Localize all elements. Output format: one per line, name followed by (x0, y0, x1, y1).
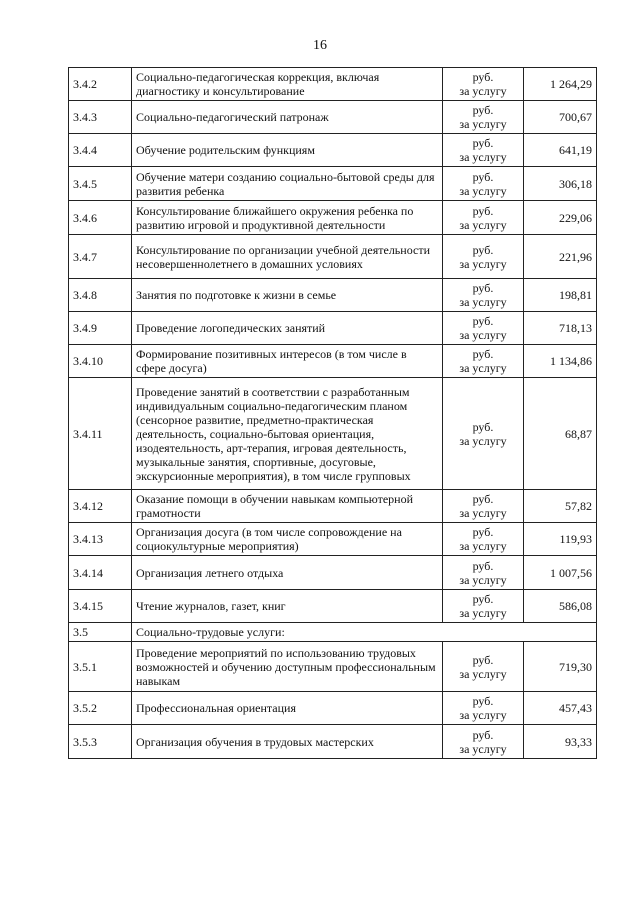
unit-currency: руб. (472, 694, 494, 708)
service-code: 3.4.15 (69, 590, 132, 623)
service-name: Социально-педагогическая коррекция, включая диагностику и консультирование (132, 68, 443, 101)
table-body (69, 68, 597, 759)
service-name: Организация досуга (в том числе сопровождение на социокультурные мероприятия) (132, 523, 443, 556)
service-name: Обучение родительским функциям (132, 134, 443, 167)
service-unit (443, 235, 524, 279)
service-price: 229,06 (524, 201, 597, 235)
service-name: Оказание помощи в обучении навыкам компьютерной грамотности (132, 490, 443, 523)
service-price: 457,43 (524, 692, 597, 725)
service-unit (443, 590, 524, 623)
service-price: 57,82 (524, 490, 597, 523)
service-price: 718,13 (524, 312, 597, 345)
service-unit (443, 201, 524, 235)
service-price: 119,93 (524, 523, 597, 556)
service-unit (443, 101, 524, 134)
table-row (69, 279, 597, 312)
table-row (69, 725, 597, 759)
table-row (69, 235, 597, 279)
unit-per-service: за услугу (459, 84, 507, 98)
service-unit (443, 523, 524, 556)
unit-per-service: за услугу (459, 183, 507, 198)
service-name: Обучение матери созданию социально-бытовой среды для развития ребенка (132, 167, 443, 201)
unit-currency: руб. (472, 169, 494, 184)
service-name: Проведение занятий в соответствии с разработанным индивидуальным социально-педагогическим планом (сенсорное развитие, предметно-практическая деятельность, социально-бытовая ориентация, изодеятельность, арт-терапия, игровая деятельность, музыкальные занятия, спортивные, досуговые, экскурсионные мероприятия), в том числе групповых (132, 378, 443, 490)
service-price: 641,19 (524, 134, 597, 167)
unit-per-service: за услугу (459, 741, 507, 756)
service-unit (443, 68, 524, 101)
table-row (69, 642, 597, 692)
section-name: Социально-трудовые услуги: (132, 623, 597, 642)
service-code: 3.4.5 (69, 167, 132, 201)
service-name: Формирование позитивных интересов (в том числе в сфере досуга) (132, 345, 443, 378)
service-code: 3.4.2 (69, 68, 132, 101)
services-price-table (68, 67, 597, 759)
unit-per-service: за услугу (459, 708, 507, 722)
unit-per-service: за услугу (459, 256, 507, 271)
unit-per-service: за услугу (459, 150, 507, 164)
service-unit (443, 725, 524, 759)
unit-currency: руб. (472, 525, 494, 539)
service-unit (443, 556, 524, 590)
unit-currency: руб. (472, 314, 494, 328)
table-row (69, 378, 597, 490)
service-name: Занятия по подготовке к жизни в семье (132, 279, 443, 312)
unit-per-service: за услугу (459, 361, 507, 375)
unit-currency: руб. (472, 136, 494, 150)
service-code: 3.4.6 (69, 201, 132, 235)
service-code: 3.4.8 (69, 279, 132, 312)
service-price: 221,96 (524, 235, 597, 279)
service-code: 3.4.10 (69, 345, 132, 378)
service-name: Проведение логопедических занятий (132, 312, 443, 345)
unit-currency: руб. (472, 652, 494, 667)
table-row (69, 692, 597, 725)
section-row (69, 623, 597, 642)
service-price: 1 007,56 (524, 556, 597, 590)
unit-currency: руб. (472, 419, 494, 434)
service-price: 93,33 (524, 725, 597, 759)
unit-currency: руб. (472, 727, 494, 742)
service-code: 3.4.11 (69, 378, 132, 490)
service-price: 700,67 (524, 101, 597, 134)
table-row (69, 345, 597, 378)
unit-currency: руб. (472, 281, 494, 295)
unit-per-service: за услугу (459, 539, 507, 553)
service-name: Чтение журналов, газет, книг (132, 590, 443, 623)
service-code: 3.4.13 (69, 523, 132, 556)
unit-per-service: за услугу (459, 506, 507, 520)
table-row (69, 556, 597, 590)
service-code: 3.5.1 (69, 642, 132, 692)
table-row (69, 490, 597, 523)
service-code: 3.4.3 (69, 101, 132, 134)
service-price: 306,18 (524, 167, 597, 201)
service-price: 1 264,29 (524, 68, 597, 101)
unit-currency: руб. (472, 492, 494, 506)
service-unit (443, 279, 524, 312)
table-row (69, 201, 597, 235)
unit-per-service: за услугу (459, 217, 507, 232)
service-code: 3.4.7 (69, 235, 132, 279)
service-unit (443, 642, 524, 692)
unit-currency: руб. (472, 592, 494, 606)
service-code: 3.4.4 (69, 134, 132, 167)
table-row (69, 590, 597, 623)
table-row (69, 68, 597, 101)
table-row (69, 167, 597, 201)
service-price: 586,08 (524, 590, 597, 623)
section-code: 3.5 (69, 623, 132, 642)
service-code: 3.4.12 (69, 490, 132, 523)
table-row (69, 312, 597, 345)
service-unit (443, 345, 524, 378)
service-name: Организация обучения в трудовых мастерских (132, 725, 443, 759)
service-unit (443, 378, 524, 490)
unit-per-service: за услугу (459, 572, 507, 587)
unit-per-service: за услугу (459, 666, 507, 681)
unit-per-service: за услугу (459, 295, 507, 309)
unit-currency: руб. (472, 242, 494, 257)
service-name: Социально-педагогический патронаж (132, 101, 443, 134)
service-price: 198,81 (524, 279, 597, 312)
table-row (69, 101, 597, 134)
service-name: Проведение мероприятий по использованию трудовых возможностей и обучению доступным профессиональным навыкам (132, 642, 443, 692)
unit-per-service: за услугу (459, 117, 507, 131)
service-unit (443, 167, 524, 201)
unit-currency: руб. (472, 347, 494, 361)
service-code: 3.5.3 (69, 725, 132, 759)
service-price: 1 134,86 (524, 345, 597, 378)
service-unit (443, 692, 524, 725)
unit-currency: руб. (472, 203, 494, 218)
unit-per-service: за услугу (459, 328, 507, 342)
service-price: 68,87 (524, 378, 597, 490)
service-name: Профессиональная ориентация (132, 692, 443, 725)
service-name: Организация летнего отдыха (132, 556, 443, 590)
page-number: 16 (313, 38, 327, 53)
unit-currency: руб. (472, 103, 494, 117)
service-unit (443, 134, 524, 167)
service-name: Консультирование ближайшего окружения ребенка по развитию игровой и продуктивной деятельности (132, 201, 443, 235)
table-row (69, 523, 597, 556)
unit-per-service: за услугу (459, 606, 507, 620)
service-price: 719,30 (524, 642, 597, 692)
service-code: 3.5.2 (69, 692, 132, 725)
service-name: Консультирование по организации учебной деятельности несовершеннолетнего в домашних условиях (132, 235, 443, 279)
service-unit (443, 490, 524, 523)
table-row (69, 134, 597, 167)
service-code: 3.4.9 (69, 312, 132, 345)
service-code: 3.4.14 (69, 556, 132, 590)
unit-currency: руб. (472, 70, 494, 84)
service-unit (443, 312, 524, 345)
unit-currency: руб. (472, 558, 494, 573)
unit-per-service: за услугу (459, 433, 507, 448)
